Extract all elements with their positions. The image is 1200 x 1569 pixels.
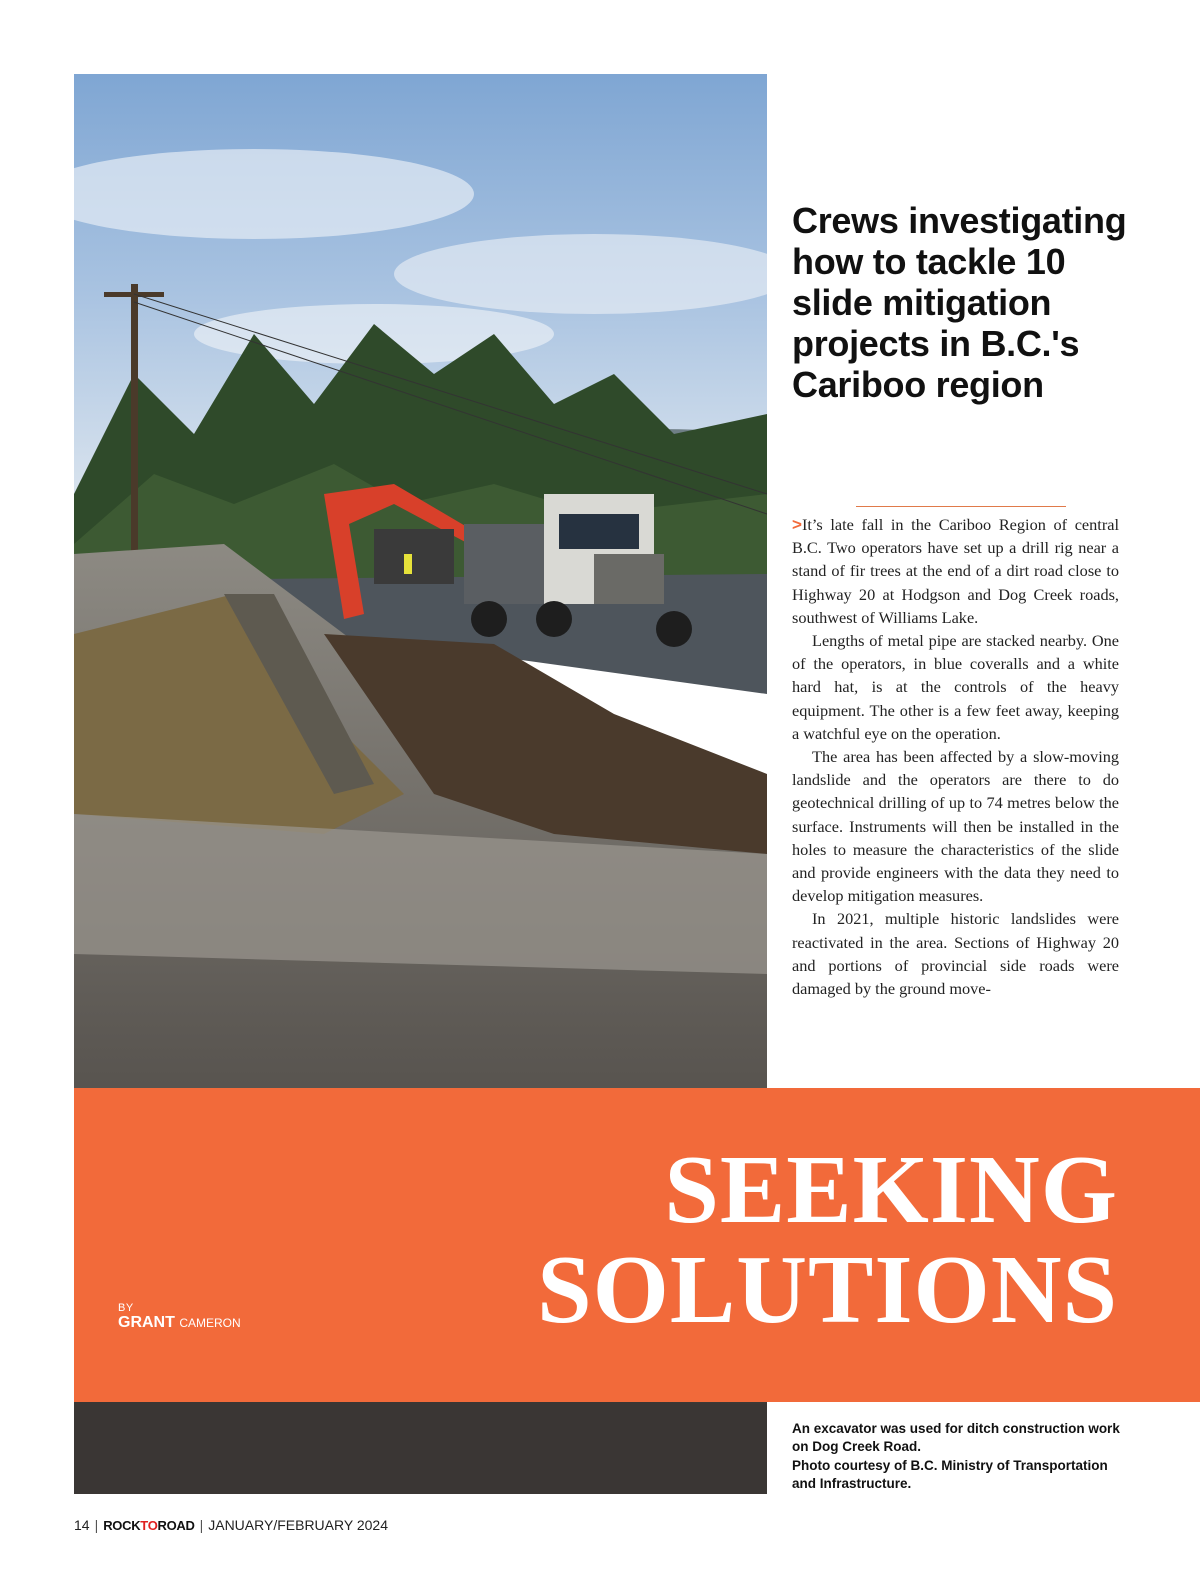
issue-date: JANUARY/FEBRUARY 2024 xyxy=(208,1517,388,1533)
article-body xyxy=(792,513,1119,1000)
banner-title-line-1: SEEKING xyxy=(664,1136,1118,1244)
banner-title xyxy=(537,1136,1118,1344)
footer-separator: | xyxy=(94,1517,99,1533)
magazine-logo: ROCKTOROAD xyxy=(103,1517,195,1533)
headline: Crews investigating how to tackle 10 slide mitigation projects in B.C.'s Cariboo region xyxy=(792,200,1127,405)
byline xyxy=(118,1302,241,1332)
lead-arrow-icon: > xyxy=(792,515,802,534)
paragraph-3: The area has been affected by a slow-moving landslide and the operators are there to do geotechnical drilling of up to 74 metres below the surface. Instruments will then be installed in the holes to measure the characteristics of the slide and provide engineers with the data they need to develop mitigation measures. xyxy=(792,747,1119,906)
author-last-name: CAMERON xyxy=(179,1316,241,1330)
author-first-name: GRANT xyxy=(118,1314,175,1331)
photo-caption xyxy=(792,1420,1132,1494)
page-number: 14 xyxy=(74,1517,90,1533)
caption-credit: Photo courtesy of B.C. Ministry of Transportation and Infrastructure. xyxy=(792,1457,1108,1492)
footer-separator: | xyxy=(199,1517,204,1533)
page-footer xyxy=(74,1517,388,1533)
byline-by: BY xyxy=(118,1302,134,1314)
banner-title-line-2: SOLUTIONS xyxy=(537,1236,1118,1344)
caption-description: An excavator was used for ditch construction work on Dog Creek Road. xyxy=(792,1421,1120,1455)
paragraph-text: It’s late fall in the Cariboo Region of central B.C. Two operators have set up a drill rig near a stand of fir trees at the end of a dirt road close to Highway 20 at Hodgson and Dog Creek roads, southwest of Williams Lake. xyxy=(792,515,1119,627)
headline-divider xyxy=(856,506,1066,507)
paragraph-4: In 2021, multiple historic landslides were reactivated in the area. Sections of Highway 20 and portions of provincial side roads were damaged by the ground move- xyxy=(792,909,1119,999)
paragraph-1 xyxy=(792,513,1119,629)
paragraph-2: Lengths of metal pipe are stacked nearby. One of the operators, in blue coveralls and a white hard hat, is at the controls of the heavy equipment. The other is a few feet away, keeping a watchful eye on the operation. xyxy=(792,631,1119,743)
